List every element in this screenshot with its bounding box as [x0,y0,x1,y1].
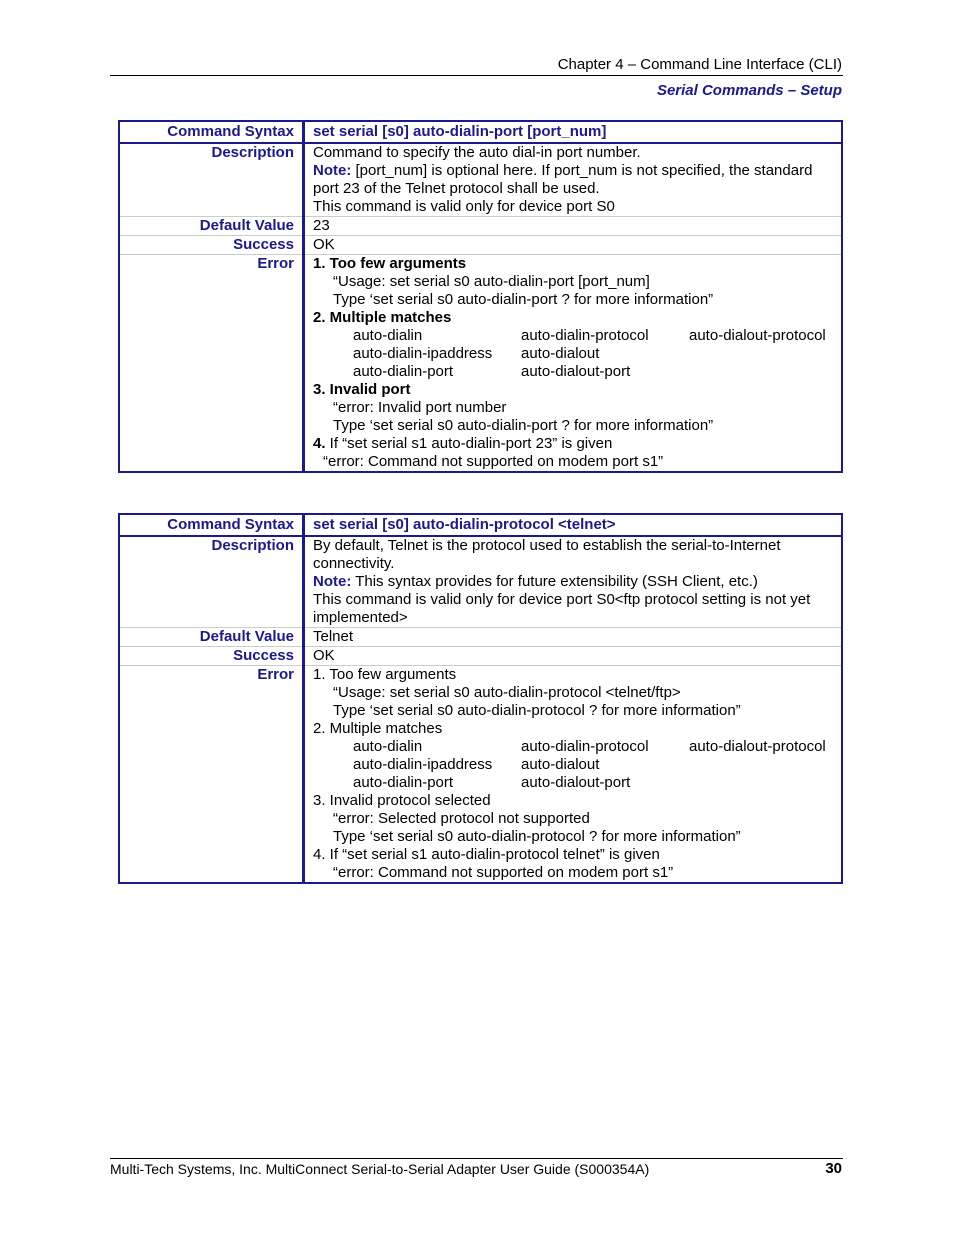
success-value: OK [304,236,843,255]
chapter-title: Chapter 4 – Command Line Interface (CLI) [557,56,842,73]
note-text: This syntax provides for future extensibility (SSH Client, etc.) [351,573,758,590]
error-heading [313,435,835,453]
default-label: Default Value [119,628,304,647]
match-item [689,756,835,774]
note-label: Note: [313,162,352,179]
section-title: Serial Commands – Setup [656,82,842,99]
error-heading: 1. Too few arguments [313,255,467,272]
error-line: Type ‘set serial s0 auto-dialin-port ? for more information” [333,291,714,308]
error-line: “error: Selected protocol not supported [333,810,590,827]
match-item: auto-dialin-port [353,363,454,380]
error-heading: 3. Invalid protocol selected [313,792,491,809]
error-value [304,255,843,473]
success-label: Success [119,647,304,666]
match-item: auto-dialin-ipaddress [353,345,493,362]
match-item: auto-dialout-port [521,774,631,791]
syntax-value: set serial [s0] auto-dialin-port [port_num] [304,121,843,143]
success-label: Success [119,236,304,255]
success-value: OK [304,647,843,666]
error-heading: 4. If “set serial s1 auto-dialin-protocol telnet” is given [313,846,660,863]
default-label: Default Value [119,217,304,236]
syntax-value: set serial [s0] auto-dialin-protocol <telnet> [304,514,843,536]
description-value [304,143,843,217]
error-line: Type ‘set serial s0 auto-dialin-port ? for more information” [333,417,714,434]
note [313,573,835,591]
error-line: “error: Command not supported on modem port s1” [323,453,664,470]
match-item: auto-dialin-ipaddress [353,756,493,773]
error-line: “Usage: set serial s0 auto-dialin-protocol <telnet/ftp> [333,684,681,701]
page-number: 30 [825,1160,842,1177]
error-heading: 3. Invalid port [313,381,411,398]
command-table-auto-dialin-protocol [118,513,843,884]
description-text: Command to specify the auto dial-in port number. [313,144,641,161]
error-value [304,666,843,884]
error-line: “Usage: set serial s0 auto-dialin-port [port_num] [333,273,650,290]
match-item: auto-dialout-protocol [689,327,826,344]
match-item: auto-dialin-protocol [521,738,649,755]
header-rule [110,75,843,76]
error-line: Type ‘set serial s0 auto-dialin-protocol ? for more information” [333,828,741,845]
match-item [689,345,835,363]
note-label: Note: [313,573,352,590]
error-number: 4. [313,435,326,452]
match-item [689,774,835,792]
footer-text: Multi-Tech Systems, Inc. MultiConnect Serial-to-Serial Adapter User Guide (S000354A) [110,1161,650,1177]
description-text: This command is valid only for device port S0 [313,198,615,215]
description-value [304,536,843,628]
error-text: If “set serial s1 auto-dialin-port 23” is given [325,435,613,452]
error-label: Error [119,255,304,473]
error-heading: 2. Multiple matches [313,309,452,326]
description-text: By default, Telnet is the protocol used to establish the serial-to-Internet connectivity. [313,537,781,572]
error-line: “error: Command not supported on modem port s1” [333,864,674,881]
command-table-auto-dialin-port [118,120,843,473]
match-item: auto-dialin-port [353,774,454,791]
matches-grid [313,738,835,792]
error-line: Type ‘set serial s0 auto-dialin-protocol ? for more information” [333,702,741,719]
note [313,162,835,198]
default-value: Telnet [304,628,843,647]
default-value: 23 [304,217,843,236]
description-label: Description [119,143,304,217]
match-item: auto-dialout-port [521,363,631,380]
match-item [689,363,835,381]
error-label: Error [119,666,304,884]
match-item: auto-dialout-protocol [689,738,826,755]
footer-rule [110,1158,843,1159]
note-text: [port_num] is optional here. If port_num is not specified, the standard port 23 of the Telnet protocol shall be used. [313,162,813,197]
matches-grid [313,327,835,381]
description-text: This command is valid only for device port S0<ftp protocol setting is not yet implemented> [313,591,811,626]
description-label: Description [119,536,304,628]
match-item: auto-dialin-protocol [521,327,649,344]
match-item: auto-dialin [353,327,423,344]
error-heading: 1. Too few arguments [313,666,457,683]
error-line: “error: Invalid port number [333,399,507,416]
match-item: auto-dialin [353,738,423,755]
match-item: auto-dialout [521,345,600,362]
error-heading: 2. Multiple matches [313,720,443,737]
syntax-label: Command Syntax [119,121,304,143]
match-item: auto-dialout [521,756,600,773]
syntax-label: Command Syntax [119,514,304,536]
